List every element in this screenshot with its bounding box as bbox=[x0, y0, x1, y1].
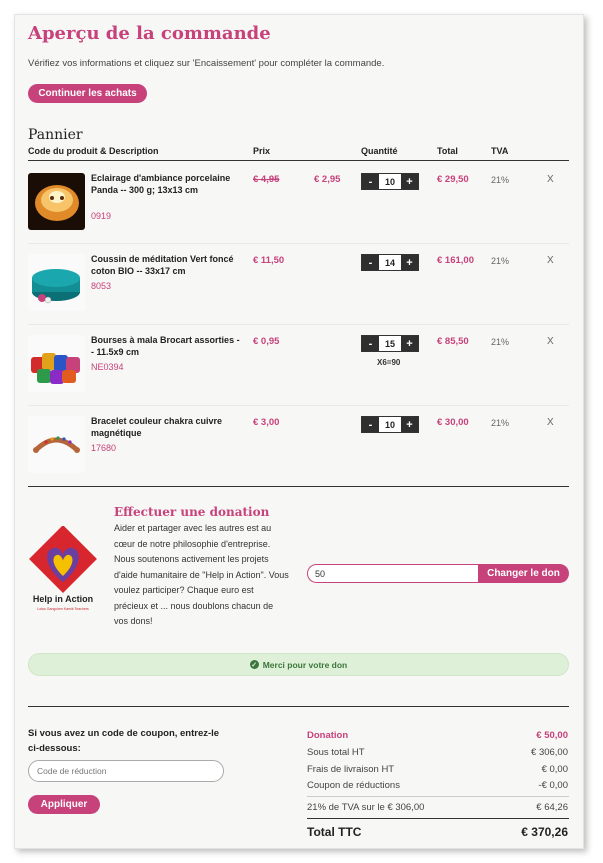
remove-item-button[interactable]: X bbox=[547, 417, 554, 428]
quantity-stepper bbox=[361, 335, 419, 352]
qty-input[interactable]: 10 bbox=[379, 417, 401, 432]
logo-name: Help in Action bbox=[32, 594, 94, 604]
summary-discount-value: -€ 0,00 bbox=[538, 780, 568, 791]
column-header-product: Code du produit & Description bbox=[28, 146, 159, 156]
product-name[interactable]: Bourses à mala Brocart assorties -- 11.5x9 cm bbox=[91, 335, 240, 357]
row-total: € 161,00 bbox=[437, 255, 474, 266]
quantity-stepper bbox=[361, 416, 419, 433]
column-header-total: Total bbox=[437, 146, 458, 156]
product-code: 0919 bbox=[91, 211, 112, 221]
change-donation-button[interactable]: Changer le don bbox=[478, 564, 569, 583]
row-vat: 21% bbox=[491, 337, 510, 347]
column-header-vat: TVA bbox=[491, 146, 509, 156]
unit-price: € 2,95 bbox=[314, 174, 341, 185]
product-name[interactable]: Eclairage d'ambiance porcelaine Panda -- 300 g; 13x13 cm bbox=[91, 173, 231, 195]
remove-item-button[interactable]: X bbox=[547, 174, 554, 185]
row-total: € 85,50 bbox=[437, 336, 469, 347]
summary-donation-value: € 50,00 bbox=[536, 730, 568, 741]
summary-vat-label: 21% de TVA sur le € 306,00 bbox=[307, 802, 425, 813]
row-vat: 21% bbox=[491, 175, 510, 185]
row-divider bbox=[28, 405, 569, 406]
donation-text: Aider et partager avec les autres est au cœur de notre philosophie d'entreprise. Nous soutenons activement les projets d'aide humanitaire de "Help in Action". Vous voulez participer? Chaque euro est précieux et ... nous doublons chacun de vos dons! bbox=[114, 523, 289, 626]
header-divider bbox=[28, 160, 569, 161]
product-name[interactable]: Coussin de méditation Vert foncé coton BIO -- 33x17 cm bbox=[91, 254, 234, 276]
unit-price: € 3,00 bbox=[253, 417, 280, 428]
remove-item-button[interactable]: X bbox=[547, 255, 554, 266]
unit-price: € 0,95 bbox=[253, 336, 280, 347]
help-in-action-logo bbox=[28, 526, 98, 626]
quantity-stepper bbox=[361, 254, 419, 271]
quantity-stepper bbox=[361, 173, 419, 190]
coupon-label: Si vous avez un code de coupon, entrez-le ci-dessous: bbox=[28, 728, 220, 754]
section-divider bbox=[28, 706, 569, 707]
pouches-image bbox=[28, 335, 85, 392]
summary-divider bbox=[307, 796, 569, 797]
summary-total-divider bbox=[307, 818, 569, 819]
summary-subtotal-value: € 306,00 bbox=[531, 747, 568, 758]
coupon-input[interactable]: Code de réduction bbox=[28, 760, 224, 782]
qty-increase-button[interactable]: + bbox=[401, 336, 418, 351]
summary-discount-label: Coupon de réductions bbox=[307, 780, 400, 791]
qty-decrease-button[interactable]: - bbox=[362, 417, 379, 432]
column-header-quantity: Quantité bbox=[361, 146, 398, 156]
qty-increase-button[interactable]: + bbox=[401, 174, 418, 189]
cart-title: Pannier bbox=[28, 127, 83, 143]
donation-amount-input[interactable]: 50 bbox=[307, 564, 479, 583]
donation-thanks-alert bbox=[28, 653, 569, 676]
qty-decrease-button[interactable]: - bbox=[362, 255, 379, 270]
grand-total-value: € 370,26 bbox=[521, 825, 568, 839]
summary-shipping-value: € 0,00 bbox=[541, 764, 568, 775]
row-total: € 29,50 bbox=[437, 174, 469, 185]
remove-item-button[interactable]: X bbox=[547, 336, 554, 347]
apply-coupon-button[interactable]: Appliquer bbox=[28, 795, 100, 814]
grand-total-label: Total TTC bbox=[307, 825, 362, 839]
cushion-image bbox=[28, 254, 85, 311]
qty-decrease-button[interactable]: - bbox=[362, 336, 379, 351]
qty-decrease-button[interactable]: - bbox=[362, 174, 379, 189]
product-code: 8053 bbox=[91, 281, 112, 291]
column-header-price: Prix bbox=[253, 146, 271, 156]
panda-lamp-image bbox=[28, 173, 85, 230]
qty-input[interactable]: 15 bbox=[379, 336, 401, 351]
product-code: 17680 bbox=[91, 443, 117, 453]
order-preview-card bbox=[14, 14, 584, 849]
row-divider bbox=[28, 324, 569, 325]
qty-increase-button[interactable]: + bbox=[401, 255, 418, 270]
continue-shopping-button[interactable]: Continuer les achats bbox=[28, 84, 147, 103]
product-code: NE0394 bbox=[91, 362, 124, 372]
summary-shipping-label: Frais de livraison HT bbox=[307, 764, 395, 775]
row-vat: 21% bbox=[491, 418, 510, 428]
qty-input[interactable]: 14 bbox=[379, 255, 401, 270]
qty-increase-button[interactable]: + bbox=[401, 417, 418, 432]
thanks-text: Merci pour votre don bbox=[262, 659, 348, 670]
check-circle-icon: ✓ bbox=[251, 661, 258, 669]
summary-vat-value: € 64,26 bbox=[536, 802, 568, 813]
quantity-note: X6=90 bbox=[377, 358, 401, 367]
logo-tagline: Lotus Gangchen Kamik Teachers bbox=[37, 607, 89, 611]
intro-text: Vérifiez vos informations et cliquez sur 'Encaissement' pour compléter la commande. bbox=[28, 58, 385, 69]
donation-title: Effectuer une donation bbox=[114, 505, 270, 519]
row-total: € 30,00 bbox=[437, 417, 469, 428]
row-vat: 21% bbox=[491, 256, 510, 266]
summary-subtotal-label: Sous total HT bbox=[307, 747, 365, 758]
page-title: Aperçu de la commande bbox=[28, 23, 271, 44]
section-divider bbox=[28, 486, 569, 487]
qty-input[interactable]: 10 bbox=[379, 174, 401, 189]
old-price: € 4,95 bbox=[253, 174, 280, 185]
unit-price: € 11,50 bbox=[253, 255, 285, 266]
row-divider bbox=[28, 243, 569, 244]
product-name[interactable]: Bracelet couleur chakra cuivre magnétique bbox=[91, 416, 223, 438]
bracelet-image bbox=[28, 416, 85, 473]
summary-donation-label: Donation bbox=[307, 730, 349, 741]
